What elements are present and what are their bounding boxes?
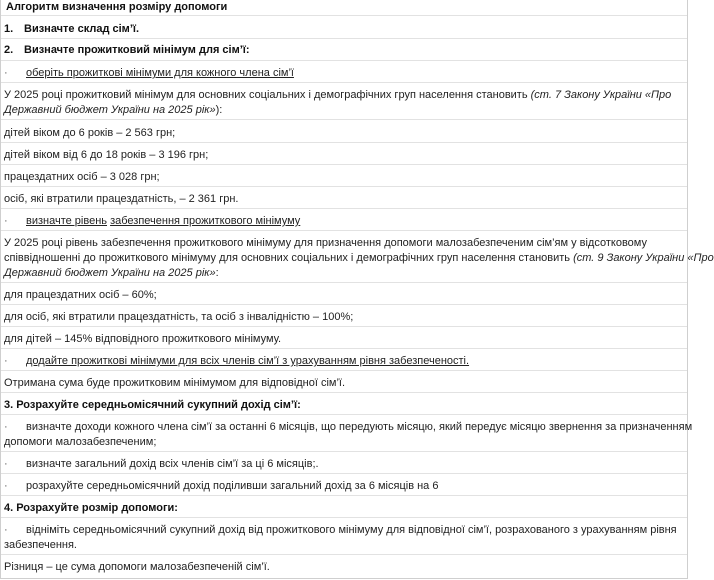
divider (1, 186, 687, 187)
list-item: для осіб, які втратили працездатність, та осіб з інвалідністю – 100%; (4, 311, 354, 323)
bullet-item (4, 479, 438, 493)
page-title: Алгоритм визначення розміру допомоги (6, 1, 228, 13)
bullet-item (4, 457, 319, 471)
divider (1, 517, 687, 518)
divider (1, 392, 687, 393)
divider (1, 282, 687, 283)
divider (1, 60, 687, 61)
step-2 (4, 43, 250, 57)
divider (1, 304, 687, 305)
paragraph-line (4, 103, 222, 117)
paragraph-line: Різниця – це сума допомоги малозабезпеченій сім’ї. (4, 561, 270, 573)
bullet-text: визначте рівень (26, 215, 108, 227)
paragraph-text: ): (215, 104, 223, 116)
divider (1, 164, 687, 165)
divider (1, 495, 687, 496)
bullet-continuation: забезпечення. (4, 539, 77, 551)
divider (1, 82, 687, 83)
bullet-icon: · (4, 355, 8, 367)
bullet-text: розрахуйте середньомісячний дохід поділивши загальний дохід за 6 місяців на 6 (26, 480, 439, 492)
divider (1, 326, 687, 327)
divider (1, 473, 687, 474)
divider (1, 119, 687, 120)
list-item: осіб, які втратили працездатність, – 2 361 грн. (4, 193, 239, 205)
divider (1, 414, 687, 415)
bullet-text: визначте загальний дохід всіх членів сім’ї за ці 6 місяців;. (26, 458, 319, 470)
divider (1, 15, 687, 16)
bullet-icon: · (4, 480, 8, 492)
bullet-icon: · (4, 458, 8, 470)
divider (1, 38, 687, 39)
bullet-item (4, 214, 300, 228)
divider (1, 230, 687, 231)
paragraph-line: У 2025 році рівень забезпечення прожиткового мінімуму для призначення допомоги малозабезпеченим сім’ям у відсотковому (4, 237, 647, 249)
step-number: 1. (4, 23, 14, 35)
divider (1, 370, 687, 371)
step-text: Визначте склад сім’ї. (24, 23, 140, 35)
bullet-text: визначте доходи кожного члена сім’ї за останні 6 місяців, що передують місяцю, який передує місяцю звернення за призначенням (26, 421, 693, 433)
paragraph-text: У 2025 році прожитковий мінімум для основних соціальних і демографічних груп населення становить (4, 89, 531, 101)
paragraph-line (4, 88, 671, 102)
bullet-icon: · (4, 421, 8, 433)
law-reference: (ст. 7 Закону України «Про (530, 89, 672, 101)
divider (1, 451, 687, 452)
bullet-text: відніміть середньомісячний сукупний дохід від прожиткового мінімуму для відповідної сім’ї, розрахованого з урахуванням рівня (26, 524, 677, 536)
bullet-item (4, 523, 677, 537)
bullet-text: додайте прожиткові мінімуми для всіх членів сім’ї з урахуванням рівня забезпеченості. (26, 355, 470, 367)
step-3: 3. Розрахуйте середньомісячний сукупний дохід сім’ї: (4, 399, 301, 411)
divider (1, 142, 687, 143)
step-1 (4, 22, 139, 36)
list-item: дітей віком до 6 років – 2 563 грн; (4, 127, 176, 139)
step-number: 2. (4, 44, 14, 56)
step-4: 4. Розрахуйте розмір допомоги: (4, 502, 178, 514)
list-item: дітей віком від 6 до 18 років – 3 196 грн; (4, 149, 209, 161)
bullet-item (4, 420, 692, 434)
list-item: працездатних осіб – 3 028 грн; (4, 171, 160, 183)
list-item: для дітей – 145% відповідного прожиткового мінімуму. (4, 333, 282, 345)
bullet-icon: · (4, 215, 8, 227)
bullet-item (4, 354, 469, 368)
list-item: для працездатних осіб – 60%; (4, 289, 157, 301)
law-reference: Державний бюджет України на 2025 рік» (4, 104, 216, 116)
divider (1, 348, 687, 349)
bullet-text: забезпечення прожиткового мінімуму (110, 215, 301, 227)
paragraph-line (4, 266, 219, 280)
law-reference: (ст. 9 Закону України «Про (573, 252, 714, 264)
bullet-icon: · (4, 67, 8, 79)
bullet-text: оберіть прожиткові мінімуми для кожного члена сім’ї (26, 67, 294, 79)
step-text: Визначте прожитковий мінімум для сім’ї: (24, 44, 250, 56)
bullet-continuation: допомоги малозабезпеченим; (4, 436, 157, 448)
bullet-item (4, 66, 294, 80)
divider (1, 208, 687, 209)
law-reference: Державний бюджет України на 2025 рік» (4, 267, 216, 279)
bullet-icon: · (4, 524, 8, 536)
paragraph-line (4, 251, 714, 265)
divider (1, 554, 687, 555)
paragraph-line: Отримана сума буде прожитковим мінімумом для відповідної сім’ї. (4, 377, 346, 389)
paragraph-text: : (215, 267, 219, 279)
paragraph-text: співвідношенні до прожиткового мінімуму для основних соціальних і демографічних груп населення становить (4, 252, 574, 264)
